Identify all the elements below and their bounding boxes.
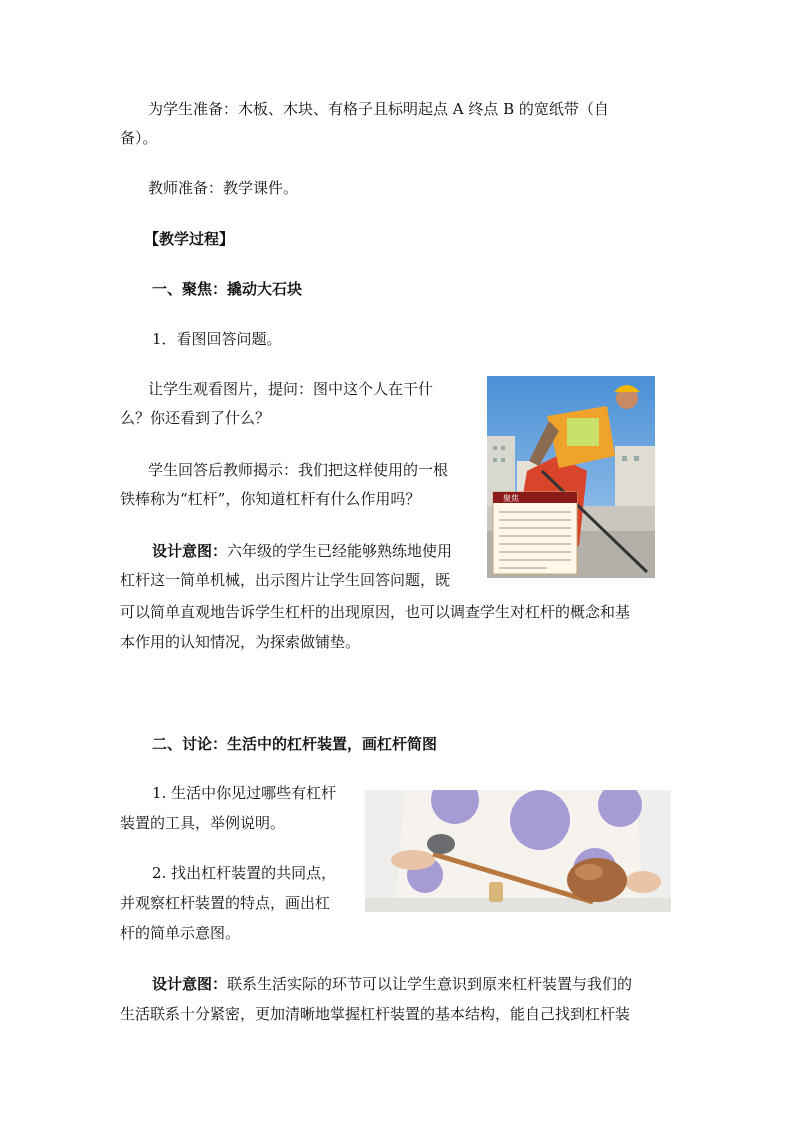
design-intent-text: 六年级的学生已经能够熟练地使用 — [227, 542, 453, 560]
section1-para2-line1: 学生回答后教师揭示：我们把这样使用的一根 — [148, 461, 449, 479]
photo-caption-title: 聚焦 — [503, 494, 519, 503]
section2-item2-line3: 杆的简单示意图。 — [120, 924, 241, 942]
section1-design-intent-line2: 杠杆这一简单机械，出示图片让学生回答问题，既 — [120, 571, 451, 589]
section1-para2-line2: 铁棒称为“杠杆”，你知道杠杆有什么作用吗？ — [120, 490, 421, 508]
section1-step1: 1．看图回答问题。 — [152, 330, 282, 348]
worker-lever-photo — [487, 376, 655, 578]
design-intent-label: 设计意图： — [152, 542, 228, 560]
design-intent-text: 联系生活实际的环节可以让学生意识到原来杠杆装置与我们的 — [227, 975, 633, 993]
section1-design-intent-line1 — [152, 540, 452, 562]
section2-design-intent-line2: 生活联系十分紧密，更加清晰地掌握杠杆装置的基本结构，能自己找到杠杆装 — [120, 1005, 631, 1023]
student-preparation-line1: 为学生准备：木板、木块、有格子且标明起点 A 终点 B 的宽纸带（自 — [148, 100, 609, 118]
seesaw-lever-photo — [365, 790, 671, 912]
section2-heading: 二、讨论：生活中的杠杆装置，画杠杆简图 — [152, 735, 438, 753]
section2-item2-line1: 2. 找出杠杆装置的共同点， — [152, 864, 337, 882]
section2-design-intent-line1 — [152, 973, 632, 995]
section2-item1-line1: 1. 生活中你见过哪些有杠杆 — [152, 784, 337, 802]
student-preparation-line2: 备）。 — [120, 129, 158, 147]
section1-para1-line2: 么？你还看到了什么？ — [120, 409, 271, 427]
teaching-process-heading: 【教学过程】 — [144, 230, 235, 248]
section2-item2-line2: 并观察杠杆装置的特点，画出杠 — [120, 894, 331, 912]
design-intent-label: 设计意图： — [152, 975, 228, 993]
section1-design-intent-line3: 可以简单直观地告诉学生杠杆的出现原因，也可以调查学生对杠杆的概念和基 — [120, 603, 631, 621]
teacher-preparation: 教师准备：教学课件。 — [148, 179, 299, 197]
section1-para1-line1: 让学生观看图片，提问：图中这个人在干什 — [148, 380, 434, 398]
section1-design-intent-line4: 本作用的认知情况，为探索做铺垫。 — [120, 633, 361, 651]
section1-heading: 一、聚焦：撬动大石块 — [152, 280, 303, 298]
section2-item1-line2: 装置的工具，举例说明。 — [120, 814, 286, 832]
